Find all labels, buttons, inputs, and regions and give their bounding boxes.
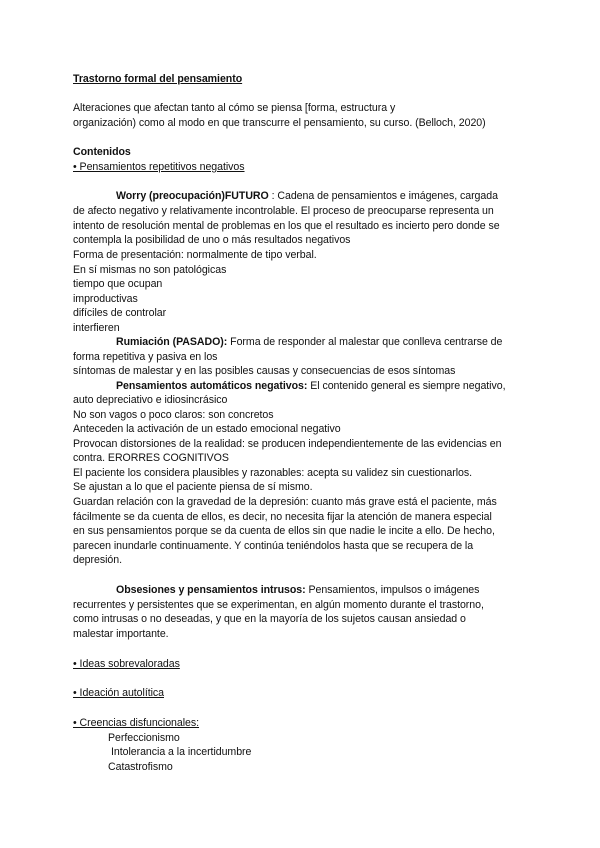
automaticos-line: depresión. [73,554,122,566]
worry-line: de afecto negativo y relativamente incontrolable. El proceso de preocuparse representa un [73,205,494,217]
intro-line-2: organización) como al modo en que transcurre el pensamiento, su curso. (Belloch, 2020) [73,117,486,129]
contenidos-heading: Contenidos [73,146,131,158]
obsesiones-definition-start: Pensamientos, impulsos o imágenes [305,584,480,596]
automaticos-definition-start: El contenido general es siempre negativo, [307,380,506,392]
rumiacion-definition-start: Forma de responder al malestar que conlleva centrarse de [227,336,503,348]
section-ideas-sobrevaloradas: • Ideas sobrevaloradas [73,658,180,670]
intro-line-1: Alteraciones que afectan tanto al cómo se piensa [forma, estructura y [73,102,396,114]
obsesiones-line: como intrusas o no deseadas, y que en la mayoría de los sujetos causan ansiedad o [73,613,466,625]
document-title: Trastorno formal del pensamiento [73,73,243,85]
worry-line: improductivas [73,293,138,305]
automaticos-line: auto depreciativo e idiosincrásico [73,394,228,406]
automaticos-line-1 [116,379,505,393]
automaticos-line: Guardan relación con la gravedad de la depresión: cuanto más grave está el paciente, más [73,496,497,508]
automaticos-line: Provocan distorsiones de la realidad: se producen independientemente de las evidencias en [73,438,502,450]
worry-line-1 [116,189,498,203]
worry-line: tiempo que ocupan [73,278,163,290]
section-ideacion-autolitica: • Ideación autolítica [73,687,164,699]
worry-term: Worry (preocupación)FUTURO [116,190,269,202]
section-pensamientos-repetitivos: • Pensamientos repetitivos negativos [73,161,245,173]
obsesiones-line: recurrentes y persistentes que se experimentan, en algún momento durante el trastorno, [73,599,484,611]
creencias-item: Perfeccionismo [108,732,180,744]
automaticos-line: El paciente los considera plausibles y razonables: acepta su validez sin cuestionarlos. [73,467,473,479]
automaticos-line: No son vagos o poco claros: son concretos [73,409,274,421]
section-creencias-disfuncionales: • Creencias disfuncionales: [73,717,200,729]
automaticos-line: en sus pensamientos porque se da cuenta de ellos sin que nadie le incite a ello. De hecho, [73,525,495,537]
automaticos-term: Pensamientos automáticos negativos: [116,380,308,392]
automaticos-line: parecen inundarle continuamente. Y continúa teniéndolos hasta que se recupera de la [73,540,474,552]
worry-line: difíciles de controlar [73,307,167,319]
rumiacion-line: forma repetitiva y pasiva en los [73,351,218,363]
obsesiones-line: malestar importante. [73,628,169,640]
worry-line: interfieren [73,322,120,334]
obsesiones-term: Obsesiones y pensamientos intrusos: [116,584,306,596]
rumiacion-term: Rumiación (PASADO): [116,336,228,348]
rumiacion-line: síntomas de malestar y en las posibles causas y consecuencias de esos síntomas [73,365,456,377]
automaticos-line: fácilmente se da cuenta de ellos, es decir, no necesita fijar la atención de manera especial [73,511,492,523]
worry-line: En sí mismas no son patológicas [73,264,227,276]
automaticos-line: Anteceden la activación de un estado emocional negativo [73,423,341,435]
automaticos-line: Se ajustan a lo que el paciente piensa de sí mismo. [73,481,313,493]
creencias-item: Catastrofismo [108,761,173,773]
worry-definition-start: : Cadena de pensamientos e imágenes, cargada [268,190,498,202]
worry-line: contempla la posibilidad de uno o más resultados negativos [73,234,351,246]
obsesiones-line-1 [116,583,479,597]
creencias-item: Intolerancia a la incertidumbre [111,746,252,758]
automaticos-line: contra. ERORRES COGNITIVOS [73,452,229,464]
worry-line: intento de resolución mental de problemas en los que el resultado es incierto pero donde se [73,220,500,232]
rumiacion-line-1 [116,335,502,349]
worry-line: Forma de presentación: normalmente de tipo verbal. [73,249,317,261]
